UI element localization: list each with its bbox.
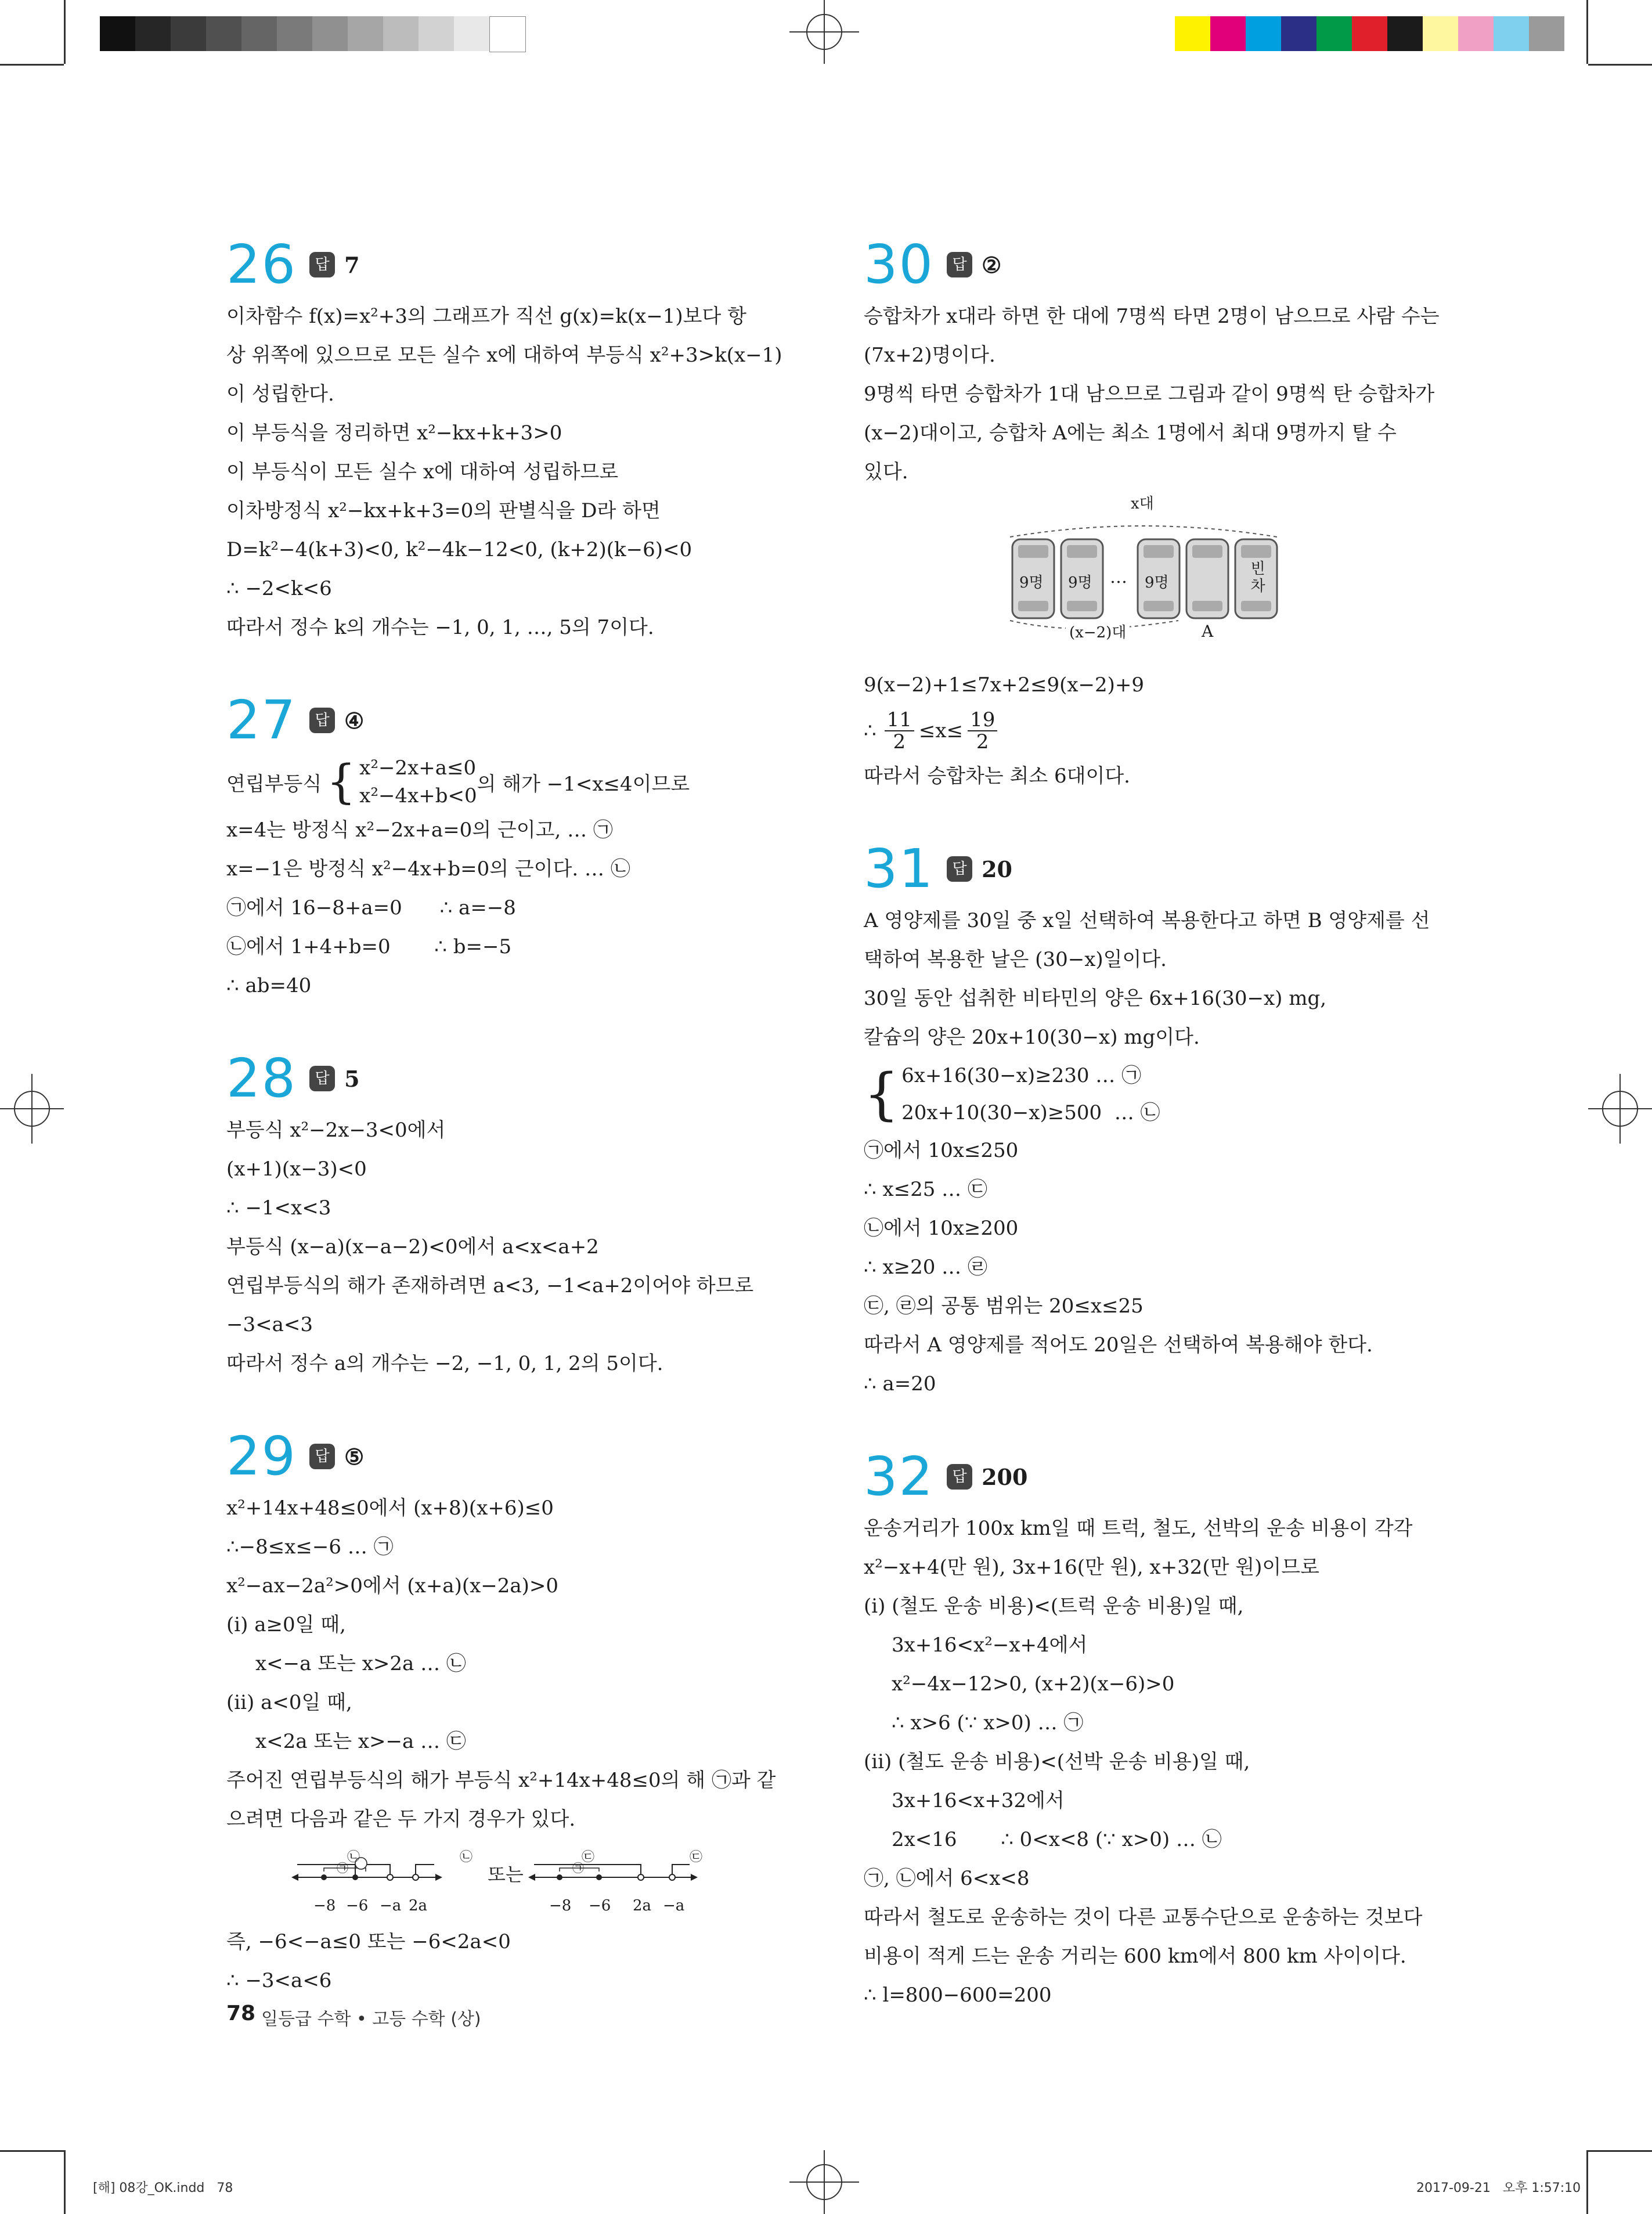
- problem-31: [864, 836, 1430, 1404]
- crop-mark: [1588, 2150, 1652, 2152]
- circled-mark: ㉡: [347, 1850, 360, 1865]
- problem-32: [864, 1444, 1421, 2015]
- solution-line: x<−a 또는 x>2a … ㉡: [255, 1652, 466, 1675]
- process-swatch: [1494, 16, 1529, 51]
- solution-line: 부등식 x²−2x−3<0에서: [226, 1119, 446, 1142]
- answer-value: 5: [344, 1065, 360, 1092]
- solution-line: ∴ a=20: [864, 1372, 936, 1396]
- solution-line: 9명씩 타면 승합차가 1대 남으므로 그림과 같이 9명씩 탄 승합차가: [864, 383, 1435, 406]
- solution-line: (ⅰ) (철도 운송 비용)<(트럭 운송 비용)일 때,: [864, 1595, 1244, 1618]
- registration-mark-top: [789, 0, 859, 64]
- solution-line: (x+1)(x−3)<0: [226, 1158, 367, 1181]
- answer-badge: 답: [309, 708, 335, 733]
- solution-line: 이차함수 f(x)=x²+3의 그래프가 직선 g(x)=k(x−1)보다 항: [226, 305, 746, 328]
- solution-line: 상 위쪽에 있으므로 모든 실수 x에 대하여 부등식 x²+3>k(x−1): [226, 344, 782, 367]
- problem-header: [864, 836, 1421, 902]
- gray-swatch: [135, 16, 171, 51]
- solution-line: 3x+16<x²−x+4에서: [892, 1634, 1088, 1657]
- circled-mark: ㉢: [582, 1850, 595, 1865]
- system-row: 6x+16(30−x)≥230 … ㉠: [901, 1064, 1142, 1087]
- solution-line: (ⅱ) (철도 운송 비용)<(선박 운송 비용)일 때,: [864, 1750, 1250, 1773]
- system-rows: [901, 1057, 1160, 1131]
- gray-swatch: [206, 16, 241, 51]
- solution-line: 9(x−2)+1≤7x+2≤9(x−2)+9: [864, 673, 1145, 697]
- solution-line: 이 부등식을 정리하면 x²−kx+k+3>0: [226, 421, 562, 445]
- process-swatch: [1458, 16, 1494, 51]
- denominator: 2: [976, 730, 989, 753]
- solution-line: A 영양제를 30일 중 x일 선택하여 복용한다고 하면 B 영양제를 선: [864, 909, 1430, 932]
- solution-line: x²+14x+48≤0에서 (x+8)(x+6)≤0: [226, 1497, 554, 1520]
- number-line-1: [291, 1858, 442, 1881]
- solution-line: x²−ax−2a²>0에서 (x+a)(x−2a)>0: [226, 1574, 559, 1598]
- system-suffix: 의 해가 −1<x≤4이므로: [477, 772, 690, 796]
- problem-number: 26: [226, 233, 297, 295]
- solution-line: 으려면 다음과 같은 두 가지 경우가 있다.: [226, 1808, 576, 1831]
- answer-badge: 답: [309, 252, 335, 277]
- solution-line: ∴−8≤x≤−6 … ㉠: [226, 1535, 394, 1559]
- page-number: 78: [226, 2002, 256, 2025]
- solution-line: 이차방정식 x²−kx+k+3=0의 판별식을 D라 하면: [226, 499, 661, 522]
- fig-a-label: A: [1202, 622, 1214, 641]
- crop-mark: [0, 64, 64, 66]
- fraction: [885, 709, 914, 752]
- gray-swatch: [241, 16, 277, 51]
- crop-mark: [64, 0, 66, 64]
- inequality-system: [864, 1057, 1421, 1131]
- problem-header: [226, 1046, 784, 1111]
- solution-line: x=4는 방정식 x²−2x+a=0의 근이고, … ㉠: [226, 818, 613, 842]
- solution-line: x=−1은 방정식 x²−4x+b=0의 근이다. … ㉡: [226, 857, 630, 881]
- answer-value: ④: [344, 707, 365, 734]
- fraction-line: [864, 705, 1421, 757]
- solution-line: x²−4x−12>0, (x+2)(x−6)>0: [892, 1672, 1175, 1696]
- circled-mark: ㉢: [690, 1850, 703, 1865]
- problem-number: 30: [864, 233, 935, 295]
- van-label: 9명: [1145, 574, 1169, 592]
- problem-number: 32: [864, 1445, 935, 1508]
- problem-27: [226, 688, 784, 1005]
- solution-line: 있다.: [864, 460, 908, 484]
- fig-bottom-label: (x−2)대: [1066, 621, 1130, 642]
- tick-label: −a: [380, 1897, 402, 1914]
- system-row: x²−4x+b<0: [359, 784, 477, 807]
- van-label-empty: 빈 차: [1250, 560, 1265, 595]
- fraction-relation: ≤x≤: [918, 719, 964, 742]
- solution-line: ㉡에서 1+4+b=0 ∴ b=−5: [226, 935, 512, 958]
- therefore: ∴: [864, 719, 877, 742]
- van-label: 9명: [1068, 574, 1092, 592]
- tick-label: −8: [313, 1897, 336, 1914]
- gray-swatch: [419, 16, 454, 51]
- process-swatch: [1246, 16, 1281, 51]
- solution-line: ㉡에서 10x≥200: [864, 1217, 1019, 1240]
- answer-badge: 답: [947, 1464, 972, 1490]
- solution-line: ∴ ab=40: [226, 974, 312, 997]
- crop-mark: [1586, 0, 1588, 64]
- process-swatch: [1352, 16, 1387, 51]
- system-prefix: 연립부등식: [226, 772, 322, 796]
- problem-number: 31: [864, 838, 935, 900]
- solution-line: ㉠에서 10x≤250: [864, 1139, 1019, 1162]
- process-swatch: [1175, 16, 1210, 51]
- ellipsis-label: …: [1110, 567, 1127, 587]
- system-rows: [359, 754, 477, 810]
- solution-line: 3x+16<x+32에서: [892, 1789, 1065, 1812]
- problem-header: [864, 1444, 1421, 1509]
- crop-mark: [1586, 2150, 1588, 2214]
- registration-mark-left: [0, 1074, 64, 1144]
- van-figure: [864, 492, 1421, 666]
- numerator: 19: [968, 709, 997, 731]
- process-swatch: [1316, 16, 1352, 51]
- slug-left: [해] 08강_OK.indd 78: [93, 2181, 233, 2195]
- left-brace-icon: {: [864, 1062, 900, 1127]
- tick-label: −8: [549, 1897, 572, 1914]
- circled-mark: ㉡: [460, 1850, 473, 1865]
- tick-label: −6: [589, 1897, 611, 1914]
- van-label: 9명: [1019, 574, 1044, 592]
- solution-line: 따라서 A 영양제를 적어도 20일은 선택하여 복용해야 한다.: [864, 1333, 1373, 1357]
- number-line-figure: [226, 1839, 784, 1897]
- problem-number: 29: [226, 1425, 297, 1487]
- process-swatch: [1387, 16, 1423, 51]
- solution-line: 운송거리가 100x km일 때 트럭, 철도, 선박의 운송 비용이 각각: [864, 1517, 1413, 1540]
- crop-mark: [1588, 64, 1652, 66]
- solution-line: 따라서 승합차는 최소 6대이다.: [864, 765, 1130, 788]
- solution-line: 부등식 (x−a)(x−a−2)<0에서 a<x<a+2: [226, 1235, 599, 1259]
- problem-header: [226, 232, 784, 297]
- solution-line: 주어진 연립부등식의 해가 부등식 x²+14x+48≤0의 해 ㉠과 같: [226, 1769, 776, 1792]
- problem-26: [226, 232, 784, 647]
- gray-swatch: [277, 16, 312, 51]
- answer-value: ②: [982, 251, 1002, 278]
- solution-line: 비용이 적게 드는 운송 거리는 600 km에서 800 km 사이이다.: [864, 1945, 1406, 1968]
- problem-29: [226, 1424, 784, 2000]
- solution-line: x<2a 또는 x>−a … ㉢: [255, 1730, 466, 1753]
- solution-line: 따라서 철도로 운송하는 것이 다른 교통수단으로 운송하는 것보다: [864, 1906, 1423, 1929]
- answer-value: 20: [982, 856, 1012, 882]
- solution-line: ㉠, ㉡에서 6<x<8: [864, 1867, 1030, 1890]
- gray-swatch: [100, 16, 135, 51]
- solution-line: 칼슘의 양은 20x+10(30−x) mg이다.: [864, 1026, 1200, 1049]
- system-row: 20x+10(30−x)≥500 … ㉡: [901, 1101, 1160, 1124]
- answer-badge: 답: [309, 1444, 335, 1469]
- solution-line: (ⅱ) a<0일 때,: [226, 1691, 352, 1714]
- answer-badge: 답: [309, 1066, 335, 1091]
- left-brace-icon: {: [326, 755, 356, 809]
- gray-swatch: [171, 16, 206, 51]
- denominator: 2: [893, 730, 906, 753]
- problem-30: [864, 232, 1440, 796]
- problem-header: [226, 1424, 784, 1489]
- solution-line: ∴ −1<x<3: [226, 1196, 331, 1220]
- solution-line: 따라서 정수 k의 개수는 −1, 0, 1, …, 5의 7이다.: [226, 616, 654, 639]
- slug-right: 2017-09-21 오후 1:57:10: [1416, 2181, 1581, 2195]
- solution-line: 30일 동안 섭취한 비타민의 양은 6x+16(30−x) mg,: [864, 987, 1327, 1010]
- solution-line: 승합차가 x대라 하면 한 대에 7명씩 타면 2명이 남으므로 사람 수는: [864, 305, 1440, 328]
- solution-line: D=k²−4(k+3)<0, k²−4k−12<0, (k+2)(k−6)<0: [226, 538, 692, 561]
- solution-line: 이 성립한다.: [226, 383, 334, 406]
- tick-label: −a: [663, 1897, 685, 1914]
- solution-line: 택하여 복용한 날은 (30−x)일이다.: [864, 948, 1167, 971]
- solution-line: 연립부등식의 해가 존재하려면 a<3, −1<a+2이어야 하므로: [226, 1274, 754, 1297]
- solution-line: −3<a<3: [226, 1313, 313, 1336]
- problem-header: [864, 232, 1421, 297]
- crop-mark: [64, 2150, 66, 2214]
- solution-line: ∴ x≥20 … ㉣: [864, 1256, 987, 1279]
- process-swatch: [1423, 16, 1458, 51]
- tick-label: 2a: [633, 1897, 652, 1914]
- solution-line: ∴ −3<a<6: [226, 1969, 332, 1992]
- solution-line: 즉, −6<−a≤0 또는 −6<2a<0: [226, 1930, 511, 1953]
- process-swatch: [1281, 16, 1316, 51]
- problem-28: [226, 1046, 784, 1383]
- solution-line: (7x+2)명이다.: [864, 344, 995, 367]
- registration-mark-right: [1588, 1074, 1652, 1144]
- solution-line: 2x<16 ∴ 0<x<8 (∵ x>0) … ㉡: [892, 1828, 1222, 1851]
- solution-line: ㉢, ㉣의 공통 범위는 20≤x≤25: [864, 1294, 1144, 1318]
- solution-line: ∴ l=800−600=200: [864, 1984, 1052, 2007]
- solution-line: x²−x+4(만 원), 3x+16(만 원), x+32(만 원)이므로: [864, 1556, 1319, 1579]
- number-line-ticks: [226, 1897, 784, 1923]
- gray-swatch: [348, 16, 383, 51]
- registration-mark-bottom: [789, 2150, 859, 2214]
- solution-line: 이 부등식이 모든 실수 x에 대하여 성립하므로: [226, 460, 619, 484]
- system-row: x²−2x+a≤0: [359, 756, 477, 780]
- solution-line: (x−2)대이고, 승합차 A에는 최소 1명에서 최대 9명까지 탈 수: [864, 421, 1397, 445]
- inequality-system: [226, 753, 784, 811]
- gray-swatch: [489, 16, 526, 52]
- solution-line: ∴ −2<k<6: [226, 577, 332, 600]
- circled-mark: ㉠: [572, 1861, 584, 1875]
- book-title: 일등급 수학 • 고등 수학 (상): [261, 2009, 481, 2029]
- answer-badge: 답: [947, 252, 972, 277]
- left-column: [226, 232, 784, 2000]
- numerator: 11: [885, 709, 914, 731]
- van-a: [1186, 539, 1228, 618]
- circled-mark: ㉠: [337, 1861, 348, 1875]
- problem-number: 28: [226, 1047, 297, 1109]
- fraction: [968, 709, 997, 752]
- gray-swatch: [454, 16, 489, 51]
- solution-line: (ⅰ) a≥0일 때,: [226, 1613, 346, 1636]
- process-swatch: [1210, 16, 1246, 51]
- crop-mark: [0, 2150, 64, 2152]
- gray-swatch: [312, 16, 348, 51]
- process-swatch: [1529, 16, 1564, 51]
- solution-line: ㉠에서 16−8+a=0 ∴ a=−8: [226, 896, 516, 920]
- van-diagram: [864, 492, 1421, 666]
- solution-line: ∴ x>6 (∵ x>0) … ㉠: [892, 1711, 1084, 1735]
- problem-header: [226, 688, 784, 753]
- tick-label: 2a: [409, 1897, 428, 1914]
- or-label: 또는: [488, 1863, 524, 1885]
- answer-badge: 답: [947, 856, 972, 882]
- fig-top-label: x대: [1131, 495, 1154, 513]
- answer-value: ⑤: [344, 1443, 365, 1470]
- solution-line: ∴ x≤25 … ㉢: [864, 1178, 987, 1201]
- number-line-2: [528, 1865, 698, 1881]
- gray-swatch: [383, 16, 419, 51]
- solution-line: 따라서 정수 a의 개수는 −2, −1, 0, 1, 2의 5이다.: [226, 1352, 663, 1375]
- problem-number: 27: [226, 689, 297, 751]
- right-column: [864, 232, 1440, 2015]
- answer-value: 200: [982, 1463, 1028, 1490]
- tick-label: −6: [346, 1897, 369, 1914]
- answer-value: 7: [344, 251, 360, 278]
